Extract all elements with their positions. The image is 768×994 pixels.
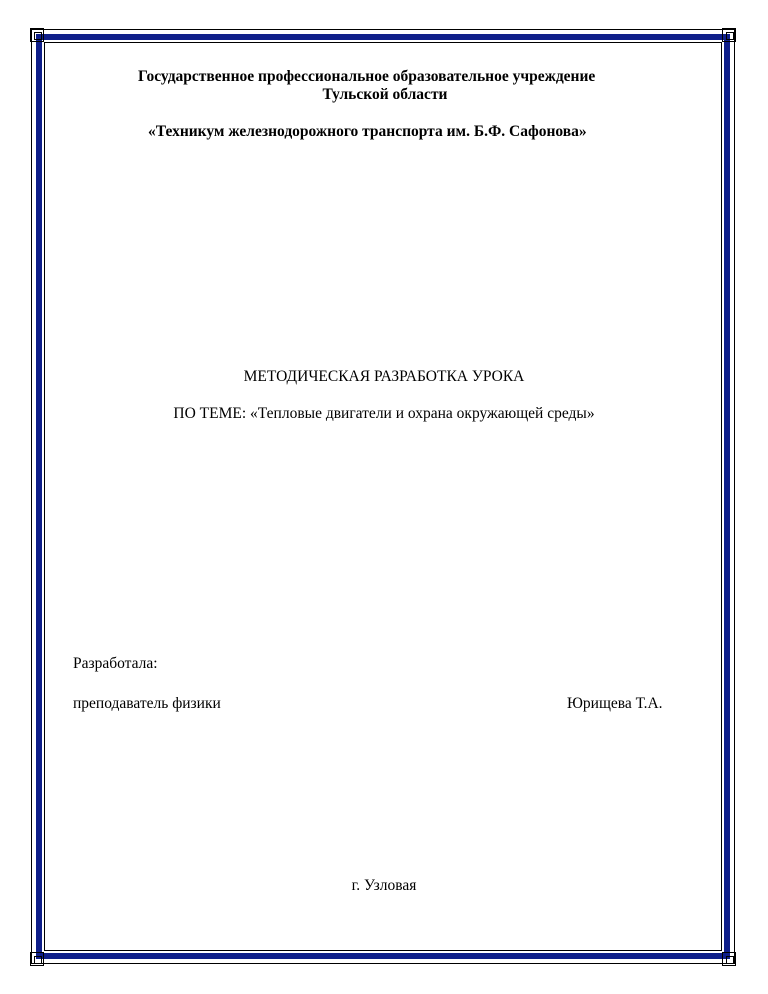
document-title: МЕТОДИЧЕСКАЯ РАЗРАБОТКА УРОКА [243, 368, 525, 385]
page-frame-inner [44, 42, 722, 951]
institution-name-line2: Тульской области [322, 86, 448, 103]
author-label: Разработала: [73, 655, 158, 672]
document-topic: ПО ТЕМЕ: «Тепловые двигатели и охрана окружающей среды» [173, 405, 595, 422]
author-role: преподаватель физики [73, 695, 221, 712]
author-name: Юрищева Т.А. [567, 695, 663, 712]
institution-name-line1: Государственное профессиональное образовательное учреждение [138, 68, 596, 85]
frame-corner-bottom-left [30, 952, 44, 966]
city-name: г. Узловая [351, 877, 417, 894]
college-name: «Техникум железнодорожного транспорта им. Б.Ф. Сафонова» [148, 123, 587, 140]
frame-corner-top-right [722, 28, 736, 42]
frame-corner-bottom-right [722, 952, 736, 966]
frame-corner-top-left [30, 28, 44, 42]
